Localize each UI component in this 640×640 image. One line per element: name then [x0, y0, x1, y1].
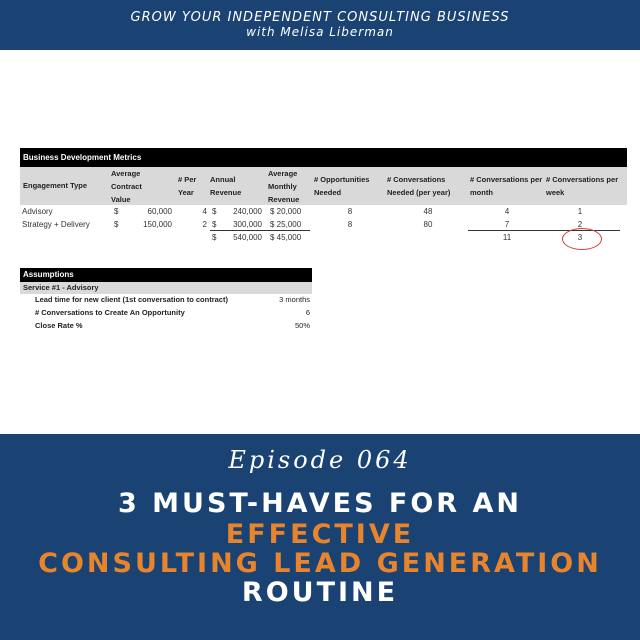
- podcast-title: GROW YOUR INDEPENDENT CONSULTING BUSINESS: [130, 10, 510, 25]
- cell-monthly-revenue: $ 20,000: [270, 207, 302, 216]
- cell-currency: $: [212, 207, 217, 216]
- cell-annual-revenue: 300,000: [233, 220, 262, 229]
- episode-title-line2: EFFECTIVE: [225, 519, 415, 550]
- assumption-row: [20, 320, 312, 333]
- assumption-value: 3 months: [279, 295, 310, 304]
- episode-title-line4: ROUTINE: [241, 577, 399, 608]
- assumption-label: Close Rate %: [35, 321, 83, 330]
- totals-row: [20, 231, 627, 244]
- total-conversations-month: 11: [502, 233, 512, 242]
- assumptions-table: [20, 268, 312, 333]
- episode-title-line1: 3 MUST-HAVES FOR AN: [117, 488, 522, 519]
- cell-opportunities: 8: [347, 207, 353, 216]
- cell-per-year: 4: [202, 207, 207, 216]
- cell-engagement-type: Advisory: [22, 207, 53, 216]
- cell-contract-value: 150,000: [143, 220, 172, 229]
- cell-per-year: 2: [202, 220, 207, 229]
- episode-number: Episode 064: [228, 446, 412, 474]
- table-header-row: [20, 167, 627, 205]
- cell-contract-value: 60,000: [147, 207, 172, 216]
- cell-conversations-year: 48: [423, 207, 433, 216]
- assumption-row: [20, 294, 312, 307]
- assumption-row: [20, 307, 312, 320]
- cell-currency: $: [114, 220, 119, 229]
- cell-conversations-month: 7: [504, 220, 510, 229]
- total-monthly-revenue: $ 45,000: [270, 233, 302, 242]
- assumptions-title: Assumptions: [20, 268, 312, 282]
- assumption-value: 6: [305, 308, 310, 317]
- header-annual-revenue: Annual Revenue: [210, 175, 242, 197]
- service-label: Service #1 - Advisory: [20, 282, 312, 294]
- table-row: [20, 205, 627, 218]
- cell-currency: $: [212, 233, 217, 242]
- cell-conversations-year: 80: [423, 220, 433, 229]
- cell-conversations-month: 4: [504, 207, 510, 216]
- cell-currency: $: [212, 220, 217, 229]
- table-title: Business Development Metrics: [20, 148, 627, 167]
- episode-title-line3: CONSULTING LEAD GENERATION: [38, 548, 602, 579]
- cell-engagement-type: Strategy + Delivery: [22, 220, 90, 229]
- header-per-year: # Per Year: [178, 175, 197, 197]
- header-conversations-per-year: # Conversations Needed (per year): [387, 175, 451, 197]
- total-annual-revenue: 540,000: [233, 233, 262, 242]
- header-conversations-per-month: # Conversations per month: [470, 175, 543, 197]
- header-opportunities-needed: # Opportunities Needed: [314, 175, 370, 197]
- assumption-label: # Conversations to Create An Opportunity: [35, 308, 185, 317]
- cell-monthly-revenue: $ 25,000: [270, 220, 302, 229]
- header-engagement-type: Engagement Type: [23, 181, 88, 190]
- highlight-circle: [562, 228, 602, 250]
- header-conversations-per-week: # Conversations per week: [546, 175, 619, 197]
- cell-currency: $: [114, 207, 119, 216]
- assumption-label: Lead time for new client (1st conversation to contract): [35, 295, 228, 304]
- total-conversations-week: 3: [577, 233, 583, 242]
- table-row: [20, 218, 627, 231]
- podcast-host: with Melisa Liberman: [246, 25, 394, 39]
- header-average-contract-value: Average Contract Value: [111, 169, 142, 204]
- top-banner: [0, 0, 640, 50]
- business-development-metrics-table: [20, 148, 628, 244]
- header-average-monthly-revenue: Average Monthly Revenue: [268, 169, 300, 204]
- cell-annual-revenue: 240,000: [233, 207, 262, 216]
- cell-conversations-week: 2: [577, 220, 583, 229]
- cell-opportunities: 8: [347, 220, 353, 229]
- cell-conversations-week: 1: [577, 207, 583, 216]
- episode-banner: [0, 434, 640, 640]
- assumption-value: 50%: [294, 321, 310, 330]
